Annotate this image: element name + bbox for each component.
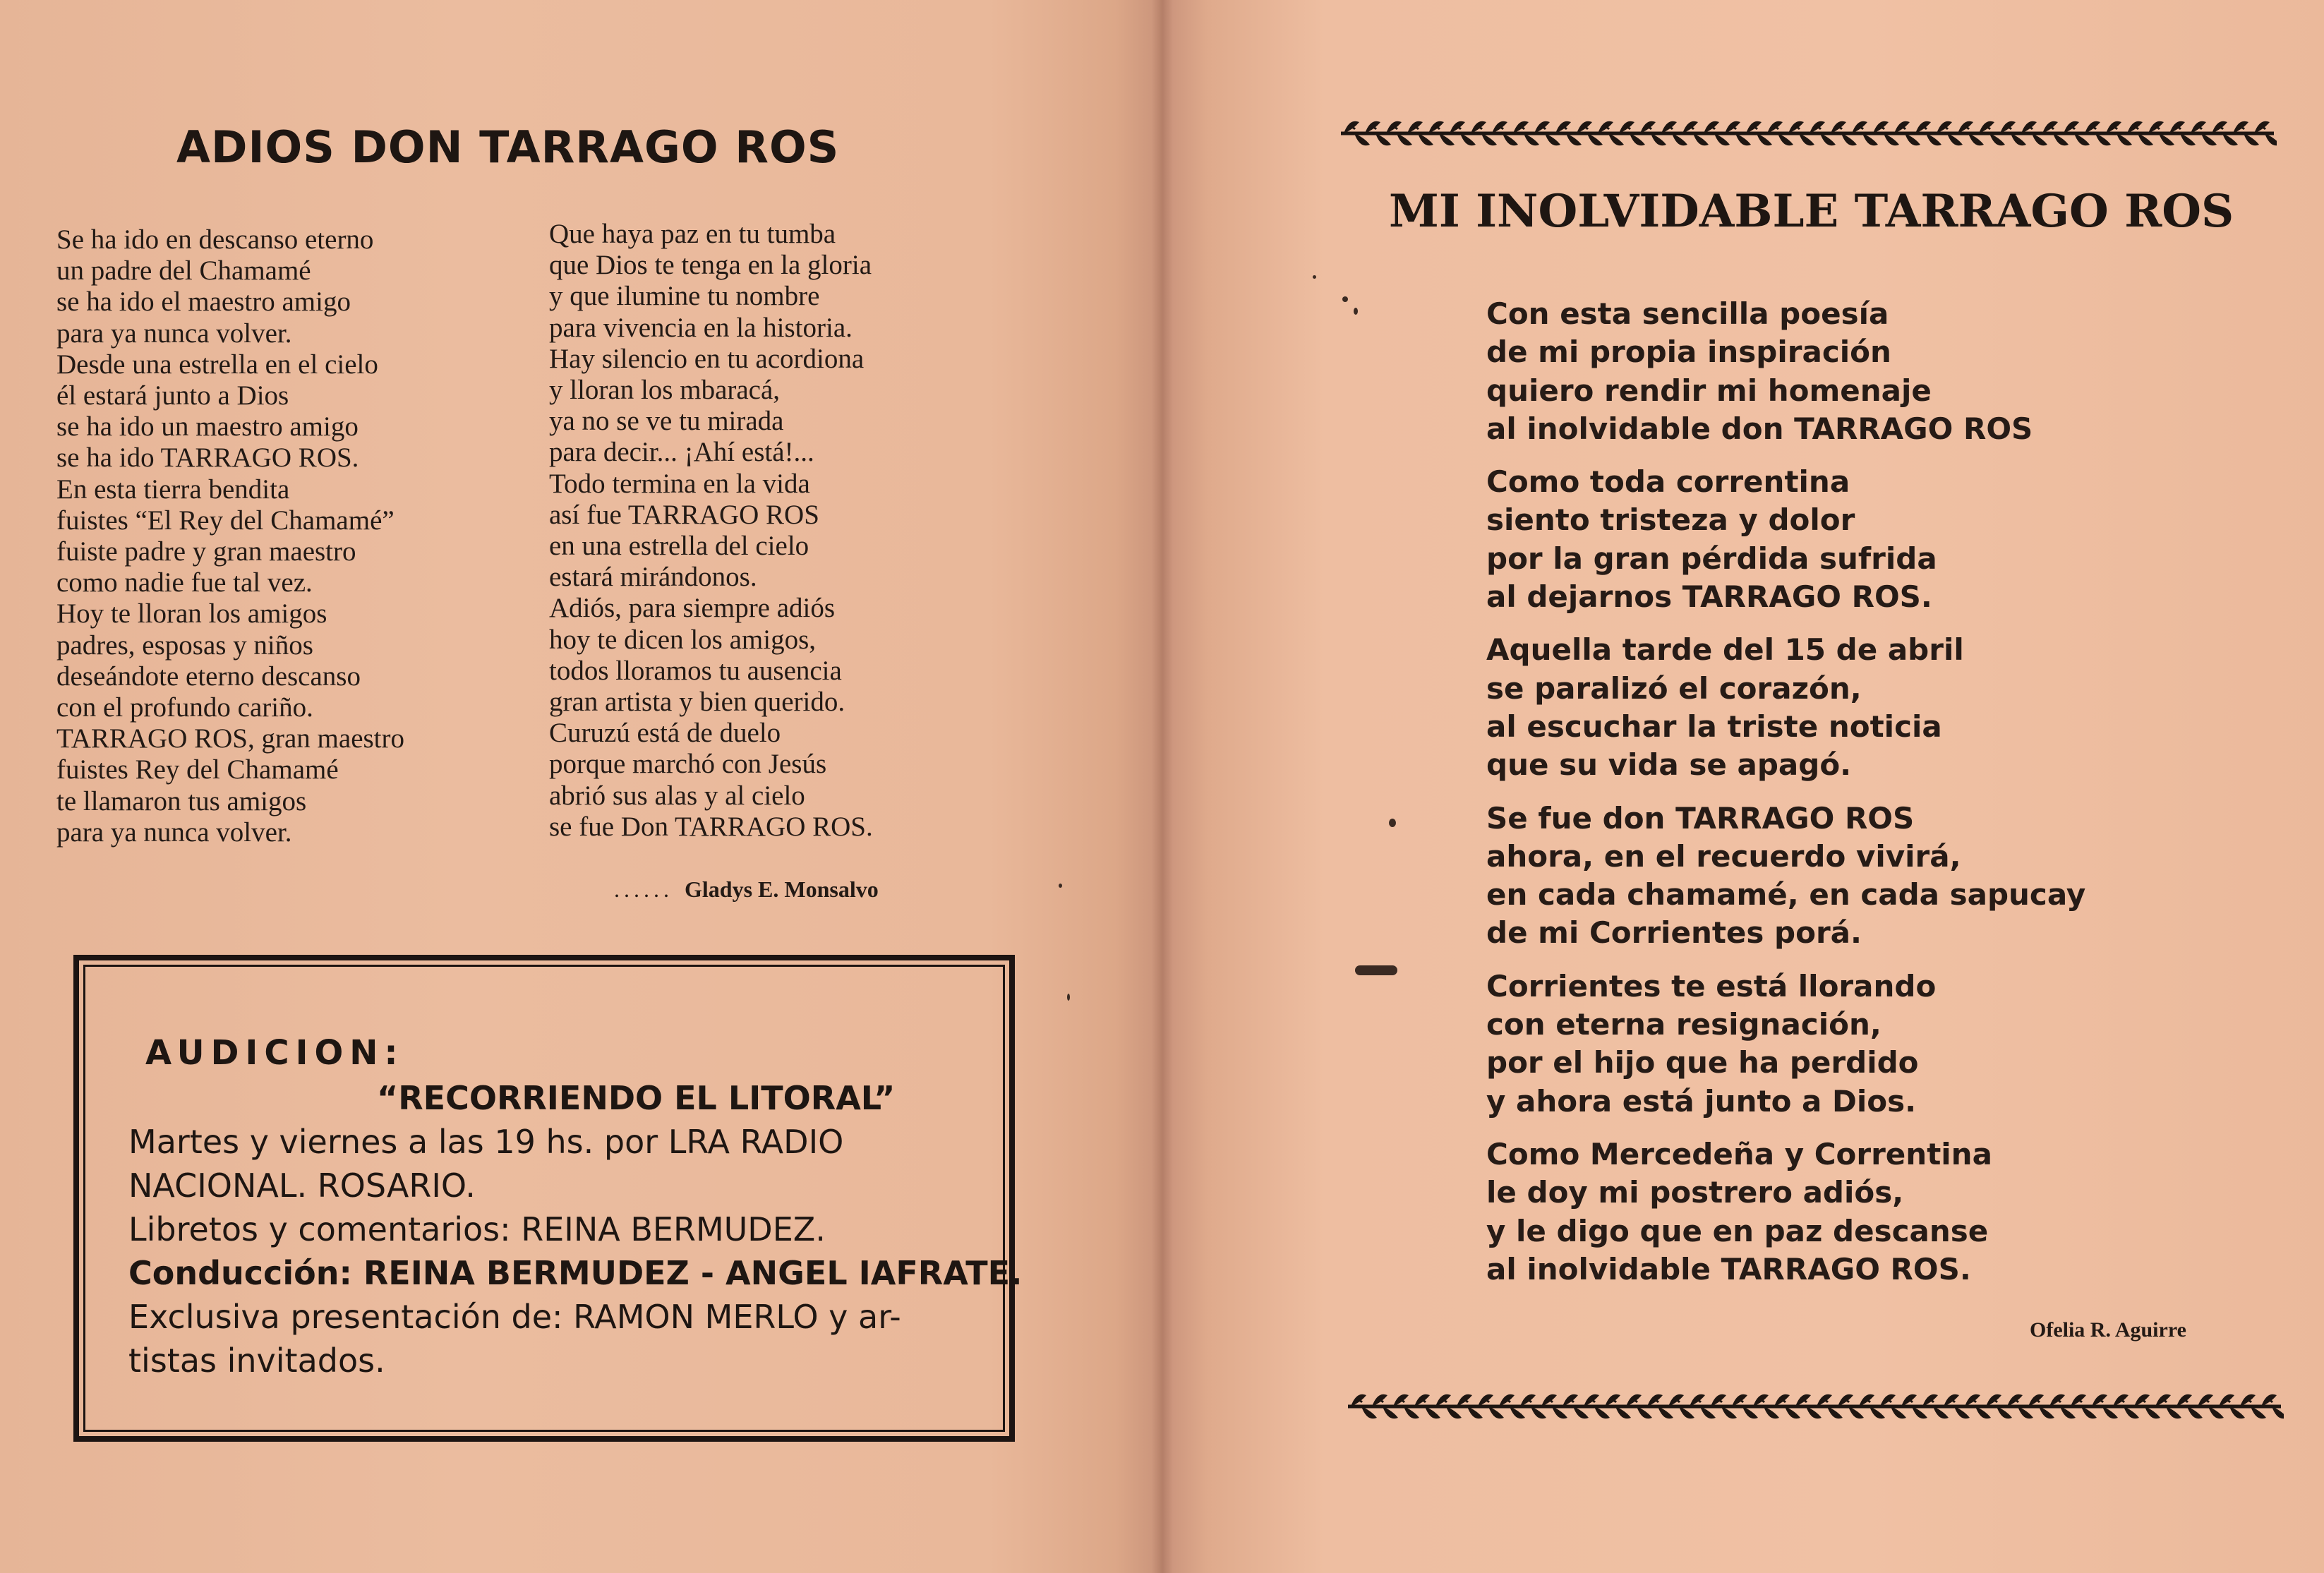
poem-line: hoy te dicen los amigos, [549, 624, 817, 655]
poem-line: con el profundo cariño. [56, 692, 313, 723]
signature-name: Gladys E. Monsalvo [685, 876, 879, 902]
ad-program-name: “RECORRIENDO EL LITORAL” [377, 1079, 896, 1117]
poem-line: con eterna resignación, [1486, 1007, 1882, 1042]
ink-speck [1354, 308, 1358, 315]
book-gutter [1152, 0, 1173, 1573]
poem-line: y lloran los mbaracá, [549, 375, 781, 406]
poem-line: Corrientes te está llorando [1486, 968, 1937, 1004]
poem-line: Hoy te lloran los amigos [56, 598, 327, 629]
poem-line: fuistes Rey del Chamamé [56, 754, 339, 785]
right-poem-stanzas [1486, 295, 2178, 1303]
poem-line: abrió sus alas y al cielo [549, 780, 805, 811]
poem-line: Como Mercedeña y Correntina [1486, 1136, 1992, 1171]
poem-line: Se fue don TARRAGO ROS [1486, 800, 1915, 836]
ad-heading: AUDICION: [145, 1033, 404, 1073]
poem-line: para ya nunca volver. [56, 318, 292, 349]
poem-line: se ha ido el maestro amigo [56, 287, 351, 318]
poem-line: siento tristeza y dolor [1486, 502, 1855, 538]
poem-line: para vivencia en la historia. [549, 312, 853, 343]
ink-speck [1389, 819, 1396, 827]
ad-scripts-line: Libretos y comentarios: REINA BERMUDEZ. [128, 1210, 826, 1248]
poem-line: Todo termina en la vida [549, 468, 810, 499]
stanza [1486, 800, 2178, 953]
poem-line: al inolvidable TARRAGO ROS. [1486, 1251, 1971, 1286]
poem-line: fuiste padre y gran maestro [56, 536, 356, 567]
signature-dots: ...... [614, 876, 673, 902]
poem-line: de mi propia inspiración [1486, 335, 1891, 370]
poem-line: en una estrella del cielo [549, 531, 809, 562]
poem-line: En esta tierra bendita [56, 474, 290, 505]
ad-schedule-line: Martes y viernes a las 19 hs. por LRA RADIO [128, 1123, 844, 1161]
poem-line: se fue Don TARRAGO ROS. [549, 811, 873, 842]
poem-line: Como toda correntina [1486, 464, 1850, 500]
stanza [1486, 631, 2178, 784]
poem-line: por el hijo que ha perdido [1486, 1045, 1919, 1080]
poem-line: y le digo que en paz descanse [1486, 1213, 1989, 1248]
poem-line: todos lloramos tu ausencia [549, 655, 842, 686]
ad-station-line: NACIONAL. ROSARIO. [128, 1167, 476, 1205]
poem-line: Adiós, para siempre adiós [549, 593, 836, 624]
poem-line: se ha ido un maestro amigo [56, 411, 359, 442]
poem-line: quiero rendir mi homenaje [1486, 373, 1932, 408]
left-poem-column-b [549, 219, 987, 843]
floral-vine-border-icon [1345, 1389, 2284, 1424]
poem-line: Que haya paz en tu tumba [549, 219, 836, 249]
poem-line: y ahora está junto a Dios. [1486, 1083, 1917, 1119]
poem-line: un padre del Chamamé [56, 255, 311, 287]
poem-line: le doy mi postrero adiós, [1486, 1175, 1904, 1210]
poem-line: gran artista y bien querido. [549, 687, 845, 718]
poem-line: él estará junto a Dios [56, 380, 289, 411]
poem-line: para decir... ¡Ahí está!... [549, 437, 814, 468]
poem-line: Hay silencio en tu acordiona [549, 343, 865, 374]
poem-line: Se ha ido en descanso eterno [56, 224, 374, 255]
poem-line: Aquella tarde del 15 de abril [1486, 632, 1964, 668]
poem-line: Curuzú está de duelo [549, 718, 781, 749]
poem-line: en cada chamamé, en cada sapucay [1486, 877, 2086, 912]
ad-hosts-line: Conducción: REINA BERMUDEZ - ANGEL IAFRATE. [128, 1254, 1023, 1292]
ink-speck [1067, 994, 1070, 1001]
poem-line: TARRAGO ROS, gran maestro [56, 723, 405, 754]
ink-speck [1355, 965, 1397, 975]
poem-line: te llamaron tus amigos [56, 785, 307, 816]
poem-line: Desde una estrella en el cielo [56, 349, 378, 380]
left-poem-column-a [56, 224, 508, 848]
poem-line: de mi Corrientes porá. [1486, 915, 1862, 951]
poem-line: para ya nunca volver. [56, 816, 292, 848]
poem-line: al dejarnos TARRAGO ROS. [1486, 579, 1932, 615]
poem-line: por la gran pérdida sufrida [1486, 541, 1937, 576]
floral-vine-border-icon [1338, 116, 2277, 151]
poem-line: que su vida se apagó. [1486, 747, 1852, 783]
poem-line: al escuchar la triste noticia [1486, 709, 1942, 744]
poem-line: ahora, en el recuerdo vivirá, [1486, 838, 1961, 874]
poem-line: así fue TARRAGO ROS [549, 499, 819, 530]
poem-line: y que ilumine tu nombre [549, 281, 820, 312]
stanza [1486, 968, 2178, 1121]
poem-line: se paralizó el corazón, [1486, 670, 1862, 706]
poem-line: se ha ido TARRAGO ROS. [56, 442, 359, 474]
poem-line: que Dios te tenga en la gloria [549, 250, 872, 281]
stanza [1486, 295, 2178, 448]
poem-line: porque marchó con Jesús [549, 749, 827, 780]
ad-presentation-line: Exclusiva presentación de: RAMON MERLO y ar- [128, 1298, 901, 1336]
poem-line: como nadie fue tal vez. [56, 567, 313, 598]
ink-speck [1342, 296, 1348, 302]
right-poem-signature: Ofelia R. Aguirre [2030, 1318, 2186, 1342]
poem-line: padres, esposas y niños [56, 629, 313, 661]
poem-line: Con esta sencilla poesía [1486, 296, 1889, 331]
poem-line: fuistes “El Rey del Chamamé” [56, 505, 395, 536]
ink-speck [1313, 275, 1316, 279]
radio-program-ad-box [73, 955, 1023, 1442]
poem-line: deseándote eterno descanso [56, 661, 361, 692]
stanza [1486, 1135, 2178, 1289]
poem-line: ya no se ve tu mirada [549, 406, 784, 437]
left-poem-signature [614, 876, 967, 903]
poem-line: estará mirándonos. [549, 562, 757, 593]
ink-speck [1059, 884, 1062, 888]
stanza [1486, 463, 2178, 616]
right-poem-title: MI INOLVIDABLE TARRAGO ROS [1389, 185, 2234, 238]
ad-content [128, 1031, 1023, 1382]
poem-line: al inolvidable don TARRAGO ROS [1486, 411, 2033, 446]
left-poem-title: ADIOS DON TARRAGO ROS [176, 121, 840, 173]
ad-guests-line: tistas invitados. [128, 1342, 385, 1380]
